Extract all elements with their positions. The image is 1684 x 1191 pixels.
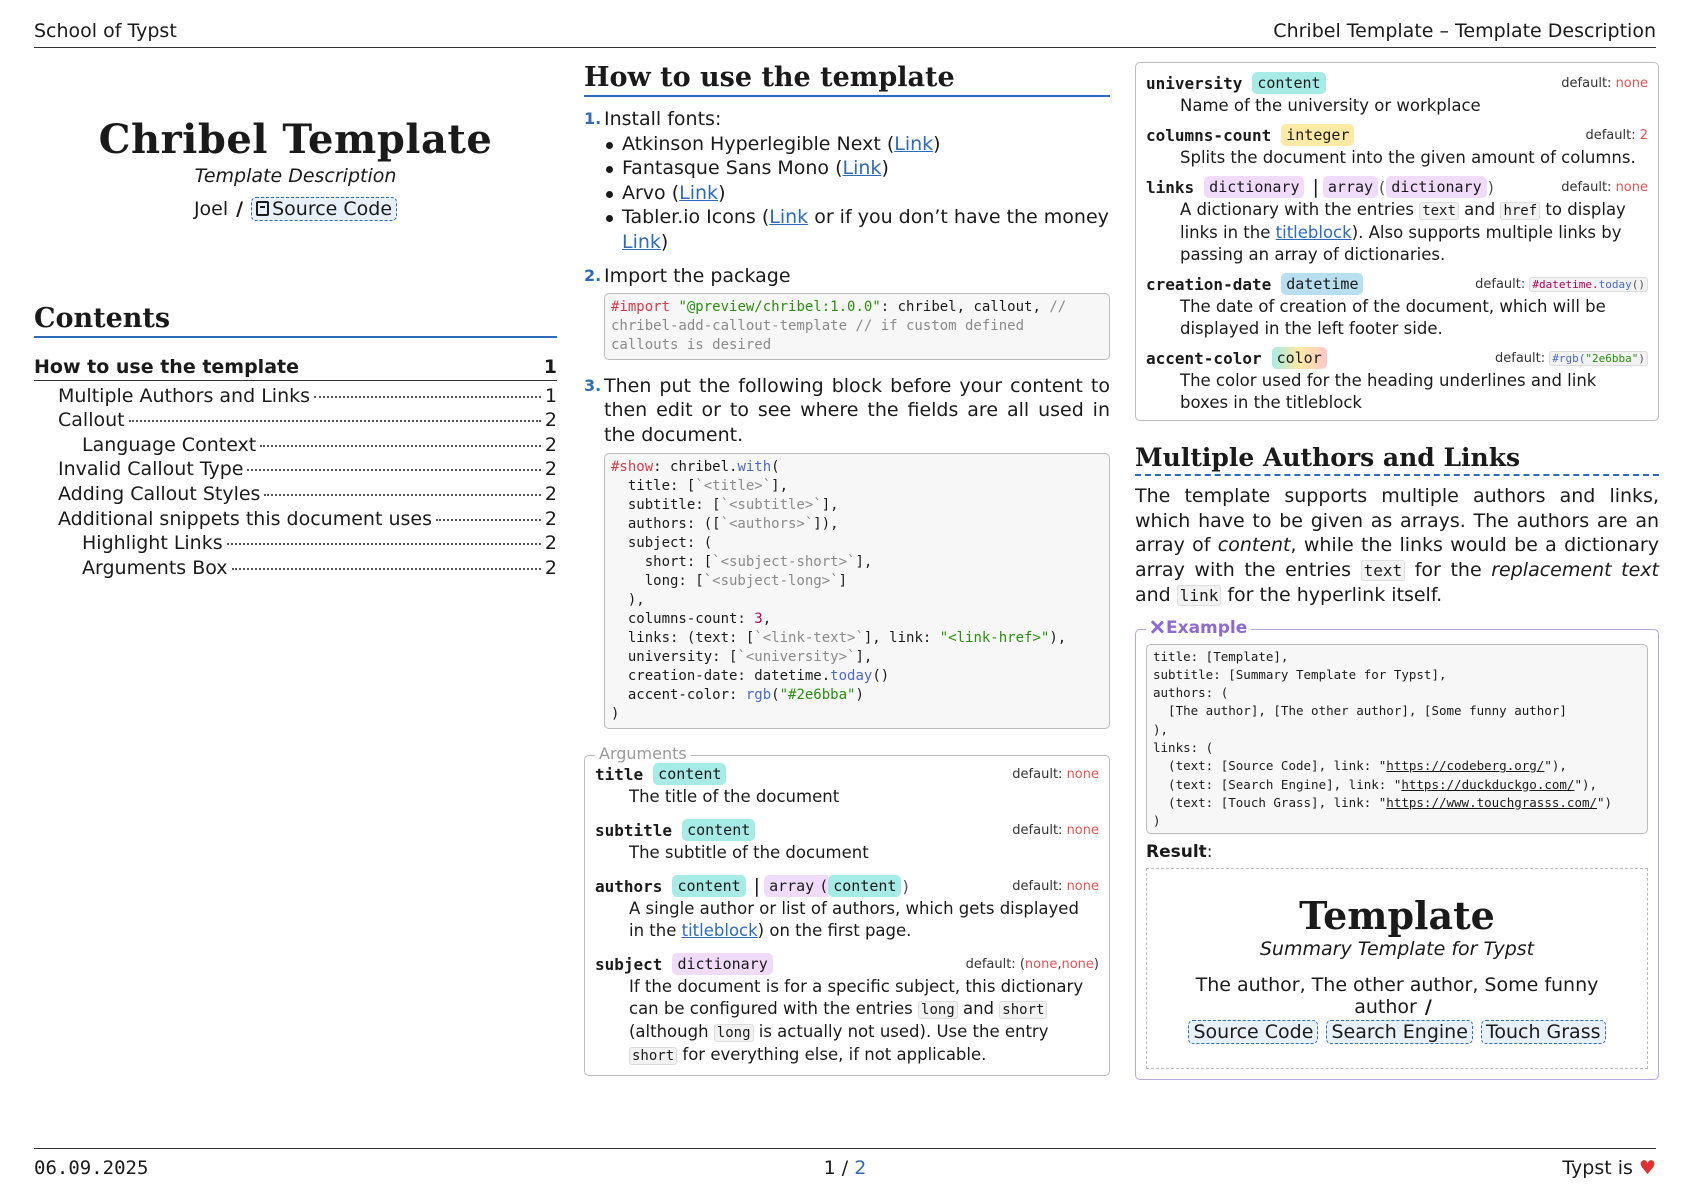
document-subtitle: Template Description (194, 165, 397, 187)
book-icon (256, 201, 269, 216)
font-link[interactable]: Link (622, 230, 661, 253)
type-tag: content (682, 819, 755, 841)
result-link-search-engine[interactable]: Search Engine (1326, 1020, 1472, 1044)
type-tag: datetime (1281, 273, 1363, 295)
source-code-link-label: Source Code (272, 198, 393, 220)
arguments-legend: Arguments (595, 744, 691, 763)
toc-entry-label: Language Context (82, 433, 257, 456)
column-3 (1135, 62, 1659, 1080)
source-code-link[interactable] (251, 197, 397, 221)
page-number: 1 / 2 (823, 1157, 867, 1179)
toc-entry-page: 2 (544, 482, 557, 505)
toc-entry-page: 1 (544, 384, 557, 407)
toc-entry-label: Additional snippets this document uses (58, 507, 432, 530)
toc-entry-label: Adding Callout Styles (58, 482, 261, 505)
header-left: School of Typst (34, 20, 177, 42)
font-link[interactable]: Link (679, 181, 719, 204)
multi-heading: Multiple Authors and Links (1135, 443, 1659, 476)
toc-entry[interactable] (34, 356, 557, 381)
step-text: Import the package (604, 265, 791, 287)
type-tag: dictionary (672, 953, 772, 975)
toc-entry[interactable] (34, 434, 557, 459)
type-tag: dictionary (1204, 176, 1304, 198)
example-code-block: title: [Template], subtitle: [Summary Template for Typst], authors: ( [The author], [The other author], [Some funny author] ), links: ( (text: [Source Code], link: "https://codeberg.org/"), (text: [Search Engine], link: "https://duckduckgo.com/"), (text: [Touch Grass], link: "https://www.touchgrasss.com/") ) (1146, 644, 1648, 835)
toc-entry[interactable] (34, 409, 557, 434)
toc-entry[interactable] (34, 532, 557, 557)
toc-entry-label: Highlight Links (82, 532, 223, 555)
type-tag: content (828, 875, 901, 897)
arguments-box-continued (1135, 62, 1659, 421)
type-tag: content (1252, 72, 1325, 94)
toc-entry[interactable] (34, 458, 557, 483)
list-item: Fantasque Sans Mono (Link) (604, 156, 1110, 181)
argument-subject: subject dictionary default: (none,none) If the document is for a specific subject, this dictionary can be configured with the entries long and short (although long is actually not used). Use the entry short for everything else, if not applicable. (595, 954, 1099, 1064)
step-number: 1. (584, 109, 602, 128)
toc-entry-page: 2 (544, 556, 557, 579)
column-1 (34, 62, 557, 581)
page-header (34, 20, 1656, 48)
argument-accent-color: accent-color color default: #rgb("2e6bba") The color used for the heading underlines and link boxes in the titleblock (1146, 346, 1648, 414)
step-number: 3. (584, 375, 602, 395)
toc-entry-label: Callout (58, 409, 125, 432)
argument-links: links dictionary | array ( dictionary ) default: none A dictionary with the entries text and href to display links in the titleblock). Also supports multiple links by passing an array of dictionaries. (1146, 176, 1648, 264)
toc-entry-page: 2 (544, 409, 557, 432)
argument-title: title content default: none The title of the document (595, 764, 1099, 806)
toc-entry[interactable] (34, 483, 557, 508)
column-2 (584, 62, 1110, 1076)
font-list (604, 132, 1110, 255)
list-item: Atkinson Hyperlegible Next (Link) (604, 132, 1110, 157)
titleblock-link[interactable]: titleblock (681, 921, 758, 940)
result-label: Result: (1146, 842, 1213, 863)
contents-section (34, 303, 557, 581)
example-callout (1135, 617, 1659, 1081)
step-3 (584, 374, 1110, 730)
type-tag: content (672, 875, 745, 897)
step-1 (584, 107, 1110, 254)
step-text: Install fonts: (604, 108, 722, 130)
toc-entry-page: 2 (544, 532, 557, 555)
type-tag: color (1272, 347, 1327, 369)
step-2 (584, 264, 1110, 360)
result-preview (1146, 868, 1648, 1069)
header-right: Chribel Template – Template Description (1273, 20, 1656, 42)
howto-heading: How to use the template (584, 62, 1110, 97)
font-link[interactable]: Link (769, 206, 809, 228)
step-text: Then put the following block before your content to then edit or to see where the fields are all used in the document. (604, 374, 1110, 446)
toc-entry[interactable] (34, 385, 557, 410)
total-pages-link[interactable]: 2 (854, 1157, 867, 1179)
result-subtitle: Summary Template for Typst (1259, 938, 1535, 961)
list-item: Arvo (Link) (604, 181, 1110, 206)
font-link[interactable]: Link (842, 157, 882, 179)
result-title: Template (1299, 893, 1495, 939)
argument-columns-count: columns-count integer default: 2 Splits the document into the given amount of columns. (1146, 125, 1648, 167)
result-authors: The author, The other author, Some funny author / (1195, 974, 1599, 1019)
table-of-contents (34, 356, 557, 581)
toc-entry[interactable] (34, 557, 557, 582)
toc-entry-label: Arguments Box (82, 556, 228, 579)
step-number: 2. (584, 266, 602, 285)
arguments-box (584, 744, 1110, 1076)
footer-date: 06.09.2025 (34, 1157, 149, 1179)
argument-authors: authors content | array ( content ) default: none A single author or list of authors, which gets displayed in the titleblock) on the first page. (595, 875, 1099, 940)
result-link-source-code[interactable]: Source Code (1188, 1020, 1318, 1044)
toc-entry-label: Multiple Authors and Links (58, 384, 311, 407)
author-separator: / (236, 198, 244, 220)
argument-subtitle: subtitle content default: none The subtitle of the document (595, 820, 1099, 862)
toc-entry-page: 2 (544, 433, 557, 456)
multi-section (1135, 443, 1659, 1080)
toc-entry-page: 2 (544, 507, 557, 530)
result-links (1153, 1020, 1641, 1044)
document-title: Chribel Template (98, 116, 493, 163)
font-link[interactable]: Link (894, 132, 934, 155)
toc-entry-label: Invalid Callout Type (58, 458, 244, 481)
multi-paragraph: The template supports multiple authors and links, which have to be given as arrays. The authors are an array of content, while the links would be a dictionary array with the entries text for the replacement text and link for the hyperlink itself. (1135, 485, 1659, 606)
example-legend: Example (1146, 618, 1251, 638)
page-footer (34, 1148, 1656, 1179)
type-tag: array (764, 875, 819, 897)
show-code-block: #show: chribel.with( title: [`<title>`], subtitle: [`<subtitle>`], authors: ([`<authors>`]), subject: ( short: [`<subject-short>`], long: [`<subject-long>`] ), columns-count: 3, links: (text: [`<link-text>`], link: "<link-href>"), university: [`<university>`], creation-date: datetime.today() accent-color: rgb("#2e6bba") ) (604, 453, 1110, 729)
import-code-block: #import "@preview/chribel:1.0.0": chribel, callout, // chribel-add-callout-template // if custom defined callouts is desired (604, 293, 1110, 360)
tools-icon (1150, 620, 1164, 634)
result-link-touch-grass[interactable]: Touch Grass (1481, 1020, 1606, 1044)
type-tag: array (1323, 176, 1378, 198)
titleblock (34, 116, 557, 221)
type-tag: content (653, 763, 726, 785)
type-tag: dictionary (1386, 176, 1486, 198)
titleblock-authors (34, 197, 557, 221)
argument-university: university content default: none Name of the university or workplace (1146, 73, 1648, 115)
author-name: Joel (193, 198, 229, 220)
toc-entry[interactable] (34, 508, 557, 533)
list-item: Tabler.io Icons (Link or if you don’t have the money Link) (604, 205, 1110, 254)
howto-steps (584, 107, 1110, 729)
argument-creation-date: creation-date datetime default: #datetime.today() The date of creation of the document, which will be displayed in the left footer side. (1146, 272, 1648, 340)
toc-entry-page: 2 (544, 458, 557, 481)
footer-right: Typst is ♥ (1562, 1157, 1656, 1179)
type-tag: integer (1281, 124, 1354, 146)
titleblock-link[interactable]: titleblock (1275, 223, 1352, 242)
heart-icon: ♥ (1638, 1157, 1656, 1179)
toc-entry-label: How to use the template (34, 356, 299, 378)
contents-heading: Contents (34, 303, 557, 338)
toc-entry-page: 1 (543, 356, 557, 378)
